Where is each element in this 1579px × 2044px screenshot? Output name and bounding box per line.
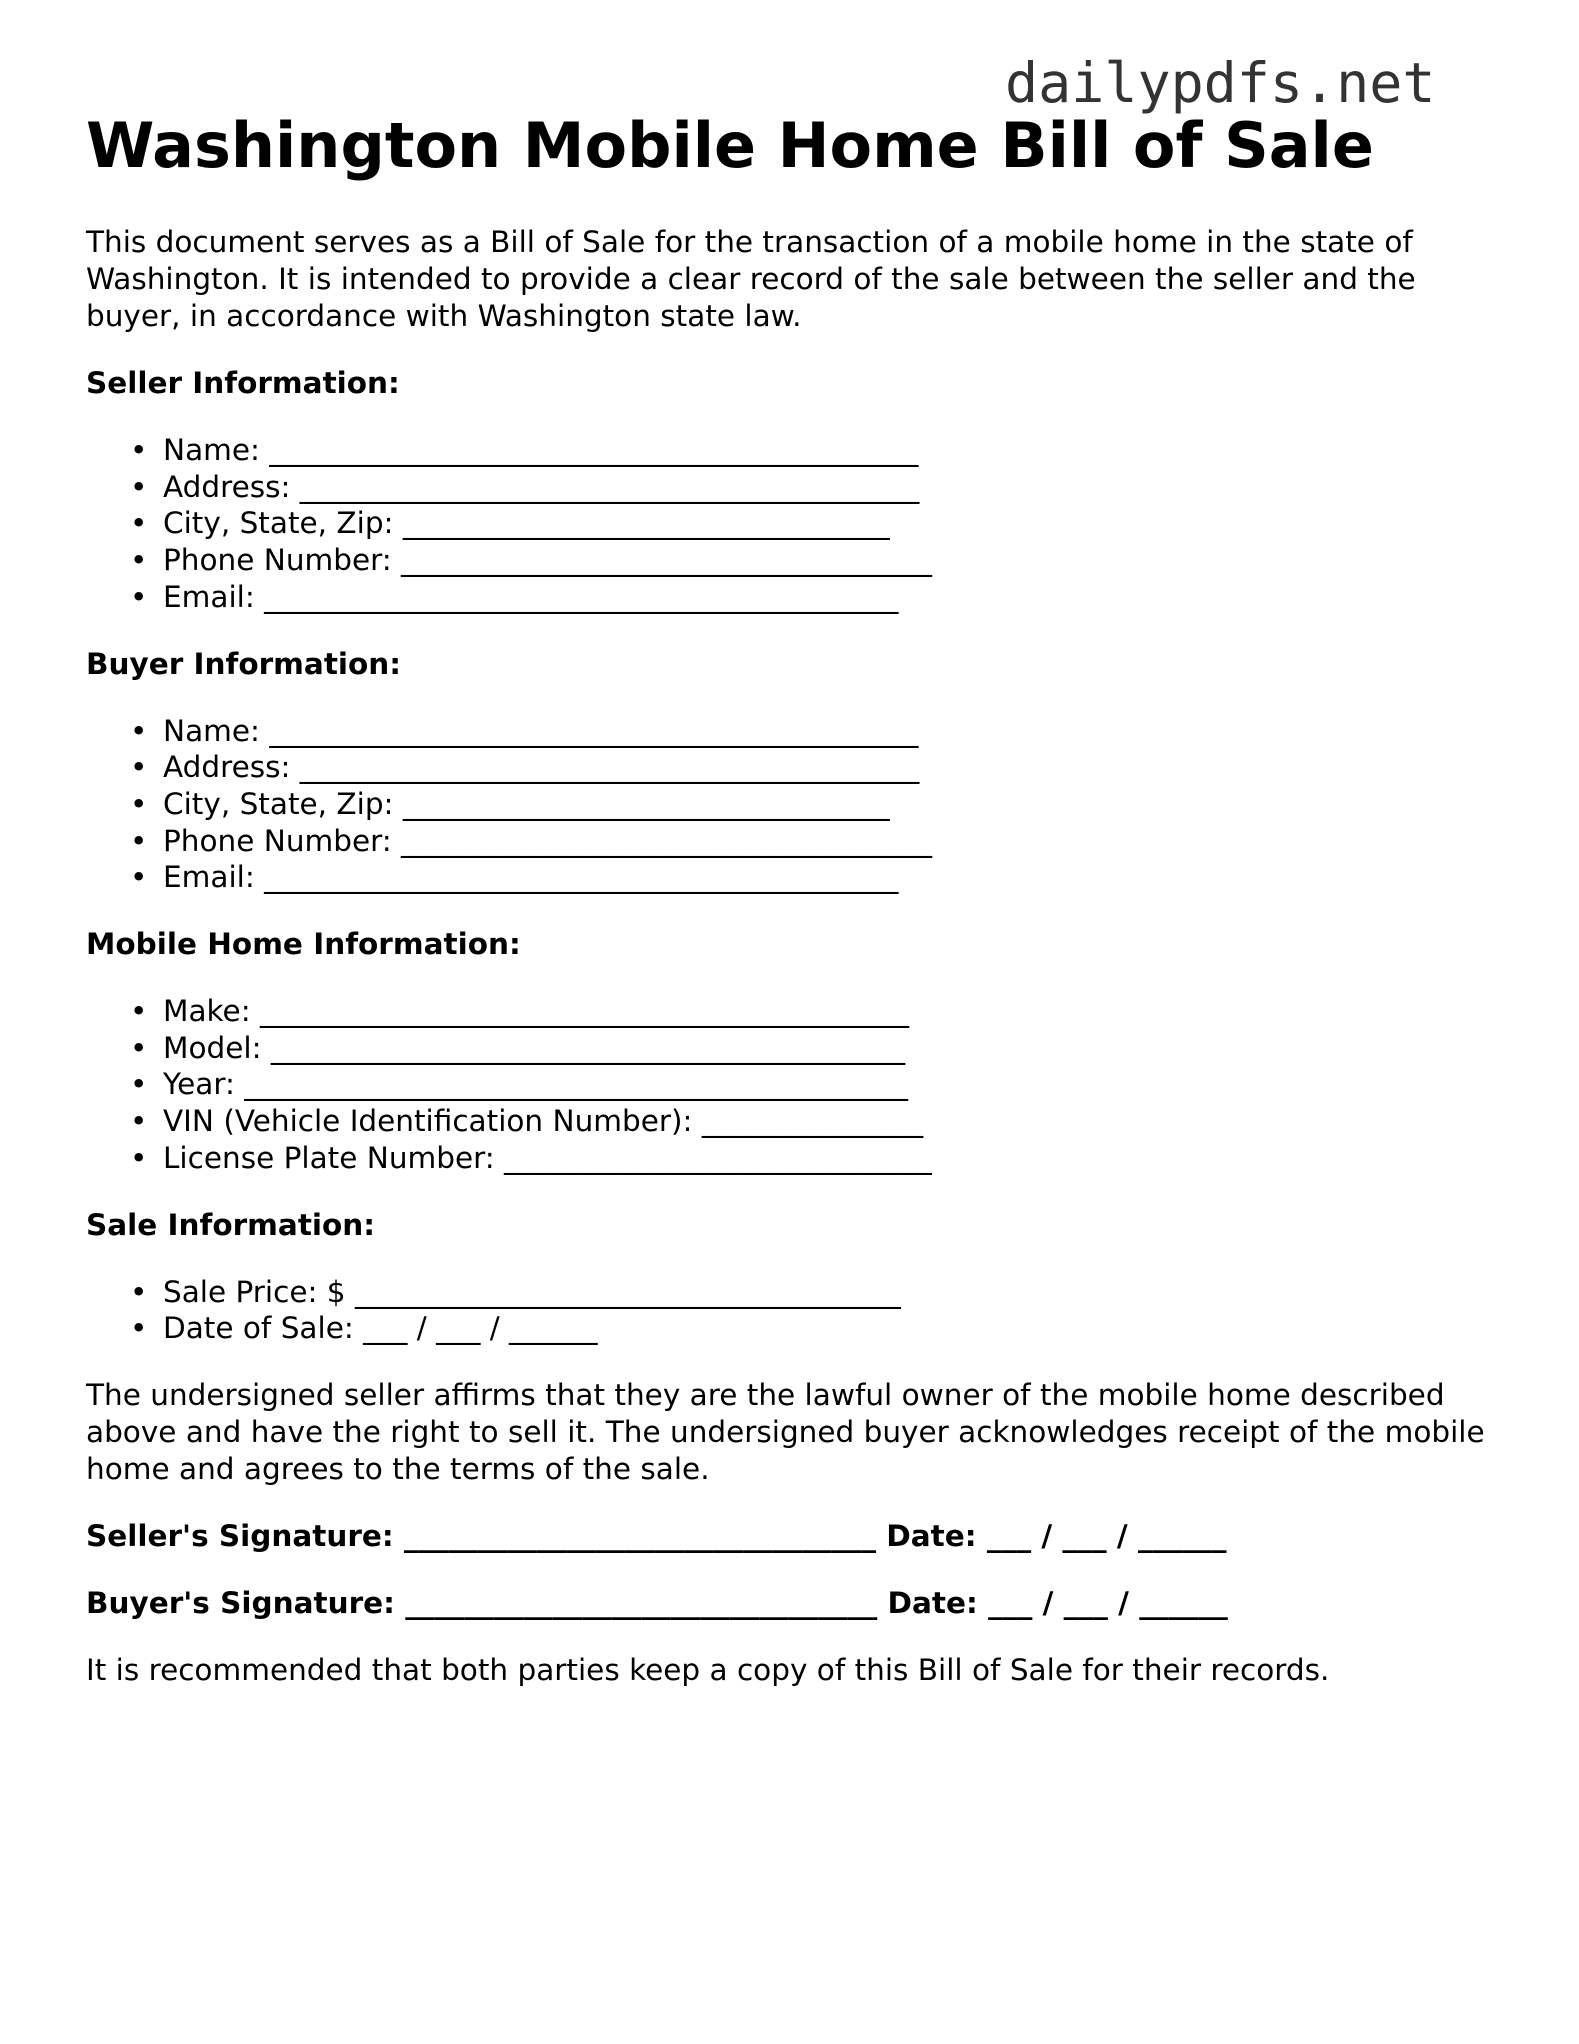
buyer-phone-field	[86, 823, 1506, 860]
bullet: •	[130, 1067, 148, 1102]
buyer-name-field	[86, 713, 1506, 750]
buyer-email-field	[86, 859, 1506, 896]
buyer-fields	[86, 713, 1506, 897]
field-label: Model: ___________________________________________	[163, 1030, 906, 1065]
sale-price-field	[86, 1274, 1506, 1311]
vin-field	[86, 1103, 1506, 1140]
bullet: •	[130, 994, 148, 1029]
seller-signature-line: Seller's Signature: ________________________________ Date: ___ / ___ / ______	[86, 1518, 1227, 1553]
buyer-city-field	[86, 786, 1506, 823]
field-label: Phone Number: ____________________________________	[163, 543, 933, 578]
make-field	[86, 993, 1506, 1030]
license-plate-field	[86, 1140, 1506, 1177]
bullet: •	[130, 1274, 148, 1309]
sale-heading: Sale Information:	[86, 1207, 376, 1242]
field-label: Email: ___________________________________________	[163, 860, 899, 895]
field-label: Email: ___________________________________________	[163, 579, 899, 614]
bullet: •	[130, 860, 148, 895]
field-label: Phone Number: ____________________________________	[163, 823, 933, 858]
bullet: •	[130, 506, 148, 541]
model-field	[86, 1030, 1506, 1067]
bullet: •	[130, 750, 148, 785]
buyer-signature-line: Buyer's Signature: ________________________________ Date: ___ / ___ / ______	[86, 1585, 1228, 1620]
field-label: Address: __________________________________________	[163, 469, 920, 504]
buyer-heading: Buyer Information:	[86, 646, 402, 681]
field-label: City, State, Zip: _________________________________	[163, 786, 890, 821]
bullet: •	[130, 1104, 148, 1139]
field-label: Make: ____________________________________________	[163, 994, 910, 1029]
watermark: dailypdfs.net	[1005, 51, 1436, 115]
field-label: Name: ____________________________________________	[163, 713, 919, 748]
field-label: License Plate Number: _____________________________	[163, 1140, 932, 1175]
bullet: •	[130, 469, 148, 504]
document-title: Washington Mobile Home Bill of Sale	[86, 109, 1374, 182]
bullet: •	[130, 713, 148, 748]
intro-paragraph: This document serves as a Bill of Sale for the transaction of a mobile home in the state of Washington. It is intended to provide a clear record of the sale between the seller and the buyer, in accordance with Washington state law.	[86, 225, 1416, 333]
seller-name-field	[86, 432, 1506, 469]
document-body	[86, 224, 1506, 1689]
field-label: Date of Sale: ___ / ___ / ______	[163, 1311, 598, 1346]
bullet: •	[130, 1030, 148, 1065]
bullet: •	[130, 433, 148, 467]
field-label: VIN (Vehicle Identification Number): _______________	[163, 1104, 924, 1139]
field-label: Name: ____________________________________________	[163, 433, 919, 467]
buyer-address-field	[86, 749, 1506, 786]
seller-phone-field	[86, 542, 1506, 579]
field-label: Year: _____________________________________________	[163, 1067, 909, 1102]
seller-heading: Seller Information:	[86, 366, 400, 400]
mobile-home-fields	[86, 993, 1506, 1177]
field-label: Address: __________________________________________	[163, 750, 920, 785]
seller-address-field	[86, 469, 1506, 506]
bullet: •	[130, 1311, 148, 1346]
bullet: •	[130, 543, 148, 578]
field-label: Sale Price: $ _____________________________________	[163, 1274, 901, 1309]
year-field	[86, 1066, 1506, 1103]
bullet: •	[130, 823, 148, 858]
bullet: •	[130, 1140, 148, 1175]
closing-paragraph: It is recommended that both parties keep a copy of this Bill of Sale for their records.	[86, 1652, 1330, 1687]
affirmation-paragraph: The undersigned seller affirms that they are the lawful owner of the mobile home described above and have the right to sell it. The undersigned buyer acknowledges receipt of the mobile home and agrees to the terms of the sale.	[86, 1377, 1485, 1486]
seller-fields	[86, 432, 1506, 616]
seller-email-field	[86, 579, 1506, 616]
sale-fields	[86, 1274, 1506, 1347]
field-label: City, State, Zip: _________________________________	[163, 506, 890, 541]
bullet: •	[130, 786, 148, 821]
mobile-home-heading: Mobile Home Information:	[86, 927, 521, 962]
date-of-sale-field	[86, 1310, 1506, 1347]
bullet: •	[130, 579, 148, 614]
seller-city-field	[86, 505, 1506, 542]
